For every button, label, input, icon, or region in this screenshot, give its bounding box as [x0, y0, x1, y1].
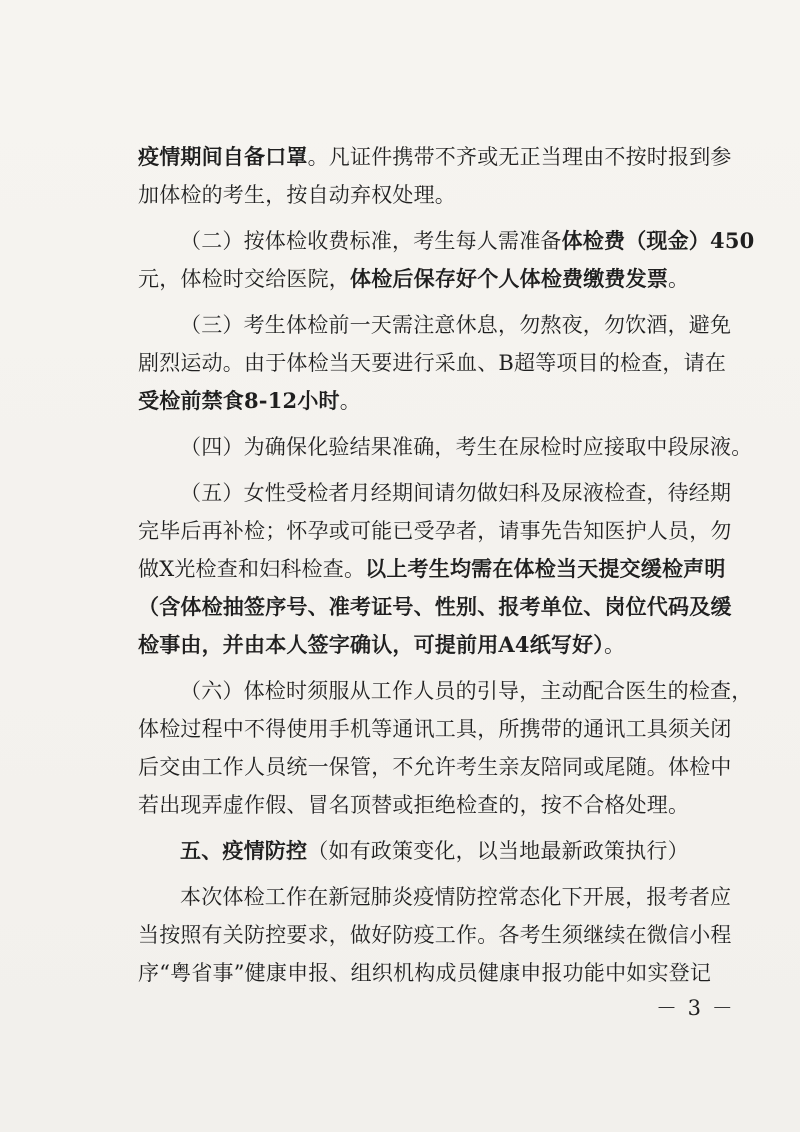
text-line	[138, 832, 710, 870]
body-text: 做X光检查和妇科检查。	[138, 557, 366, 581]
text-line	[138, 672, 753, 710]
body-text: 本次体检工作在新冠肺炎疫情防控常态化下开展，报考者应	[180, 885, 732, 909]
text-line	[138, 588, 732, 626]
body-text: （六）体检时须服从工作人员的引导，主动配合医生的检查，	[180, 679, 753, 703]
text-line	[138, 512, 732, 550]
body-text: 体检过程中不得使用手机等通讯工具，所携带的通讯工具须关闭	[138, 717, 732, 741]
body-text: 加体检的考生，按自动弃权处理。	[138, 183, 456, 207]
bold-text: 受检前禁食8-12小时	[138, 388, 340, 413]
text-line	[138, 954, 710, 992]
text-line	[138, 222, 755, 260]
text-line	[138, 786, 710, 824]
body-text: （三）考生体检前一天需注意休息，勿熬夜，勿饮酒，避免	[180, 313, 732, 337]
text-line	[138, 710, 732, 748]
body-text: 若出现弄虚作假、冒名顶替或拒绝检查的，按不合格处理。	[138, 793, 690, 817]
bold-text: （含体检抽签序号、准考证号、性别、报考单位、岗位代码及缓	[138, 594, 732, 619]
body-text: （四）为确保化验结果准确，考生在尿检时应接取中段尿液。	[180, 435, 753, 459]
text-line	[138, 344, 727, 382]
body-text: 。	[668, 267, 690, 291]
text-line	[138, 428, 753, 466]
body-text: 剧烈运动。由于体检当天要进行采血、B超等项目的检查，请在	[138, 351, 727, 375]
body-text: 。	[604, 633, 626, 657]
body-text: 后交由工作人员统一保管，不允许考生亲友陪同或尾随。体检中	[138, 755, 732, 779]
bold-text: 以上考生均需在体检当天提交缓检声明	[365, 556, 726, 581]
body-text: （如有政策变化，以当地最新政策执行）	[307, 839, 689, 863]
body-text: ，体检时交给医院，	[159, 267, 351, 291]
body-text: 。凡证件携带不齐或无正当理由不按时报到参	[307, 145, 732, 169]
text-line	[138, 176, 710, 214]
document-body	[138, 138, 755, 992]
text-line	[138, 550, 726, 588]
page-number: － 3 －	[656, 996, 735, 1020]
text-line	[138, 878, 732, 916]
body-text: （五）女性受检者月经期间请勿做妇科及尿液检查，待经期	[180, 481, 732, 505]
text-line	[138, 260, 710, 298]
body-text: 。	[339, 389, 361, 413]
body-text: （二）按体检收费标准，考生每人需准备	[180, 229, 562, 253]
text-line	[138, 626, 710, 664]
body-text: 序“粤省事”健康申报、组织机构成员健康申报功能中如实登记	[138, 961, 712, 985]
bold-text: 体检后保存好个人体检费缴费发票	[350, 266, 669, 291]
bold-text: 五、疫情防控	[180, 838, 308, 863]
bold-text: 体检费（现金）450	[561, 228, 755, 253]
body-text: 完毕后再补检；怀孕或可能已受孕者，请事先告知医护人员，勿	[138, 519, 732, 543]
text-line	[138, 306, 732, 344]
text-line	[138, 916, 732, 954]
body-text: 当按照有关防控要求，做好防疫工作。各考生须继续在微信小程	[138, 923, 732, 947]
body-text: 元	[138, 267, 160, 291]
bold-text: 疫情期间自备口罩	[138, 144, 308, 169]
text-line	[138, 138, 732, 176]
bold-text: 检事由，并由本人签字确认，可提前用A4纸写好）	[138, 632, 605, 657]
text-line	[138, 382, 710, 420]
text-line	[138, 474, 732, 512]
text-line	[138, 748, 732, 786]
